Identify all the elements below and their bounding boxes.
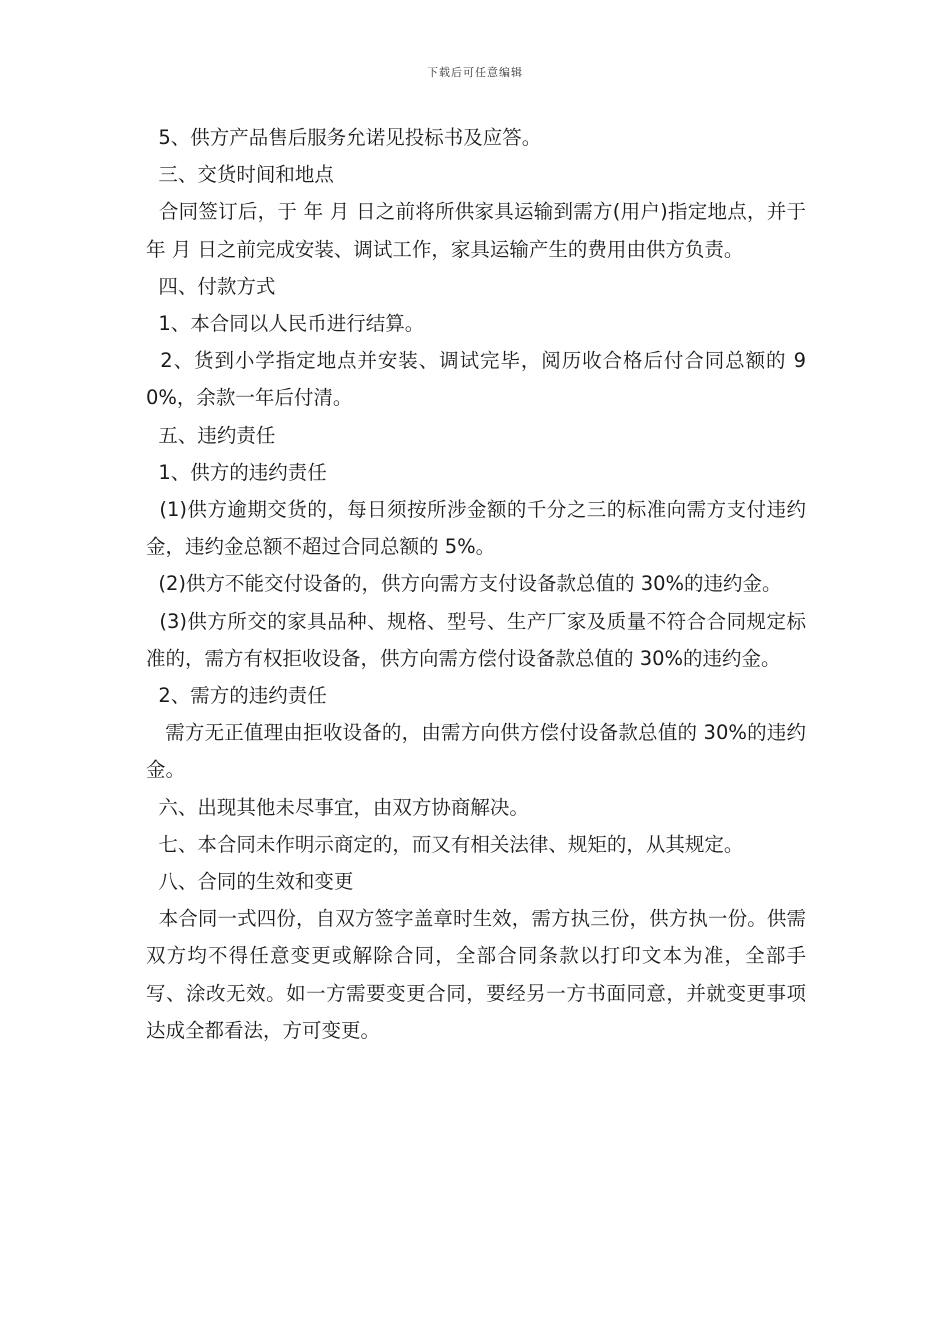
- document-body: [146, 119, 806, 1049]
- supplier-liability-item-1: (1)供方逾期交货的，每日须按所涉金额的千分之三的标准向需方支付违约金，违约金总额不超过合同总额的 5%。: [146, 498, 806, 559]
- supplier-liability-item-3: (3)供方所交的家具品种、规格、型号、生产厂家及质量不符合合同规定标准的，需方有权拒收设备，供方向需方偿付设备款总值的 30%的违约金。: [146, 609, 806, 670]
- section-4-clause-1: 1、本合同以人民币进行结算。: [146, 312, 425, 336]
- clause-5-after-sales: 5、供方产品售后服务允诺见投标书及应答。: [146, 126, 542, 149]
- section-4-clause-2: 2、货到小学指定地点并安装、调试完毕，阅历收合格后付合同总额的 90%，余款一年后付清。: [146, 349, 806, 410]
- section-3-heading: 三、交货时间和地点: [146, 163, 334, 187]
- section-4-heading: 四、付款方式: [146, 274, 276, 298]
- page-header: 下载后可任意编辑: [427, 66, 523, 79]
- buyer-liability-body: 需方无正值理由拒收设备的，由需方向供方偿付设备款总值的 30%的违约金。: [146, 721, 806, 782]
- supplier-liability-heading: 1、供方的违约责任: [146, 460, 327, 484]
- section-5-heading: 五、违约责任: [146, 423, 276, 447]
- section-8-body: 本合同一式四份，自双方签字盖章时生效，需方执三份，供方执一份。供需双方均不得任意变更或解除合同，全部合同条款以打印文本为准，全部手写、涂改无效。如一方需要变更合同，要经另一方书面同意，并就变更事项达成全都看法，方可变更。: [146, 907, 806, 1042]
- section-6: 六、出现其他未尽事宜，由双方协商解决。: [146, 795, 529, 819]
- buyer-liability-heading: 2、需方的违约责任: [146, 684, 327, 708]
- supplier-liability-item-2: (2)供方不能交付设备的，供方向需方支付设备款总值的 30%的违约金。: [146, 572, 782, 596]
- section-3-body: 合同签订后，于 年 月 日之前将所供家具运输到需方(用户)指定地点，并于 年 月 日之前完成安装、调试工作，家具运输产生的费用由供方负责。: [146, 200, 806, 261]
- section-7: 七、本合同未作明示商定的，而又有相关法律、规矩的，从其规定。: [146, 832, 744, 856]
- section-8-heading: 八、合同的生效和变更: [146, 870, 354, 894]
